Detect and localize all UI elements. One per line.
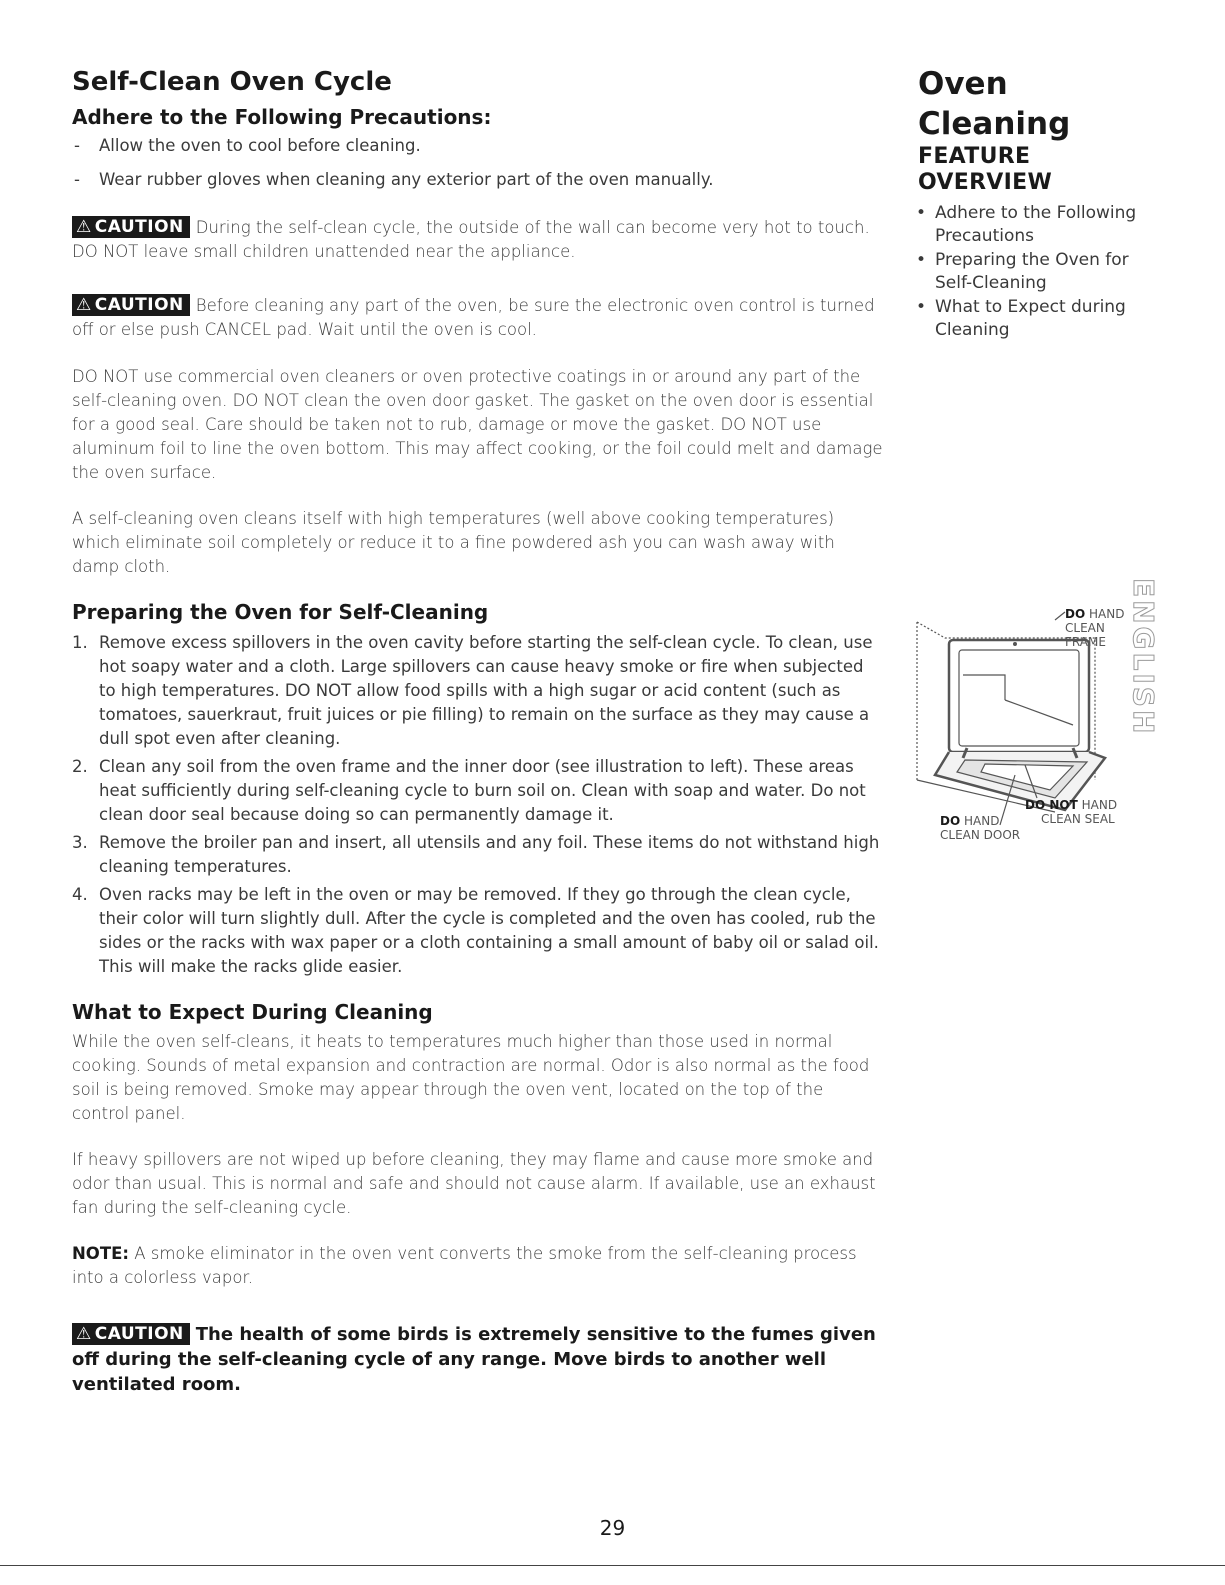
paragraph: If heavy spillovers are not wiped up before cleaning, they may flame and cause more smoke and odor than usual. This is normal and safe and should not cause alarm. If available, use an exhaust fan during the self-cleaning cycle.	[72, 1150, 876, 1217]
warning-triangle-icon: ⚠	[76, 295, 92, 315]
list-item: • Preparing the Oven for Self-Cleaning	[918, 249, 1163, 295]
note-label: NOTE:	[72, 1244, 129, 1263]
caution-block-3: ⚠ CAUTION The health of some birds is extremely sensitive to the fumes given off during the self-cleaning cycle of any range. Move birds to another well ventilated room.	[72, 1324, 876, 1395]
list-item: 4. Oven racks may be left in the oven or may be removed. If they go through the clean cycle, their color will turn slightly dull. After the cycle is completed and the oven has cooled, rub the sides or the racks with wax paper or a cloth containing a small amount of baby oil or salad oil. This will make the racks glide easier.	[72, 885, 879, 976]
caution-badge: ⚠ CAUTION	[72, 294, 190, 316]
language-tab: ENGLISH	[1127, 578, 1160, 737]
paragraph: DO NOT use commercial oven cleaners or oven protective coatings in or around any part of the self-cleaning oven. DO NOT clean the oven door gasket. The gasket on the oven door is essential for a good seal. Care should be taken not to rub, damage or move the gasket. DO NOT use aluminum foil to line the oven bottom. This may affect cooking, or the foil could melt and damage the oven surface.	[72, 367, 883, 482]
list-item: 3. Remove the broiler pan and insert, all utensils and any foil. These items do not withstand high cleaning temperatures.	[72, 833, 880, 876]
caution-badge: ⚠ CAUTION	[72, 216, 190, 238]
label-do-not-clean-seal: DO NOT HAND CLEAN SEAL	[1025, 798, 1118, 826]
list-item: 1. Remove excess spillovers in the oven cavity before starting the self-clean cycle. To clean, use hot soapy water and a cloth. Large spillovers can cause heavy smoke or fire when subjected to high temperatures. DO NOT allow food spills with a high sugar or acid content (such as tomatoes, sauerkraut, fruit juices or pie filling) to remain on the surface as they may cause a dull spot even after cleaning.	[72, 633, 873, 748]
list-item: - Wear rubber gloves when cleaning any exterior part of the oven manually.	[72, 168, 884, 192]
sidebar	[918, 64, 1163, 343]
caution-badge: ⚠ CAUTION	[72, 1323, 190, 1345]
precautions-list	[72, 134, 884, 192]
warning-triangle-icon: ⚠	[76, 217, 92, 237]
expect-heading: What to Expect During Cleaning	[72, 1000, 433, 1024]
feature-overview-list	[918, 202, 1163, 342]
list-item: • What to Expect during Cleaning	[918, 296, 1163, 342]
sidebar-subtitle: FEATURE OVERVIEW	[918, 144, 1053, 195]
list-item: - Allow the oven to cool before cleaning.	[72, 134, 884, 158]
preparing-list	[72, 631, 884, 979]
caution-block-1: ⚠ CAUTION During the self-clean cycle, the outside of the wall can become very hot to touch. DO NOT leave small children unattended near the appliance.	[72, 217, 870, 261]
label-hand-clean-door: DO HAND CLEAN DOOR	[940, 814, 1021, 842]
main-column	[72, 64, 884, 1397]
note: NOTE: A smoke eliminator in the oven vent converts the smoke from the self-cleaning process into a colorless vapor.	[72, 1244, 857, 1287]
warning-triangle-icon: ⚠	[76, 1324, 92, 1344]
footer-divider	[0, 1565, 1225, 1566]
sidebar-title: Oven Cleaning	[918, 66, 1071, 142]
label-hand-clean-frame: DO HAND CLEAN FRAME	[1065, 607, 1125, 649]
list-item: • Adhere to the Following Precautions	[918, 202, 1163, 248]
list-item: 2. Clean any soil from the oven frame and the inner door (see illustration to left). These areas heat sufficiently during self-cleaning cycle to burn soil on. Clean with soap and water. Do not clean door seal because doing so can permanently damage it.	[72, 757, 866, 824]
precautions-heading: Adhere to the Following Precautions:	[72, 105, 492, 129]
paragraph: A self-cleaning oven cleans itself with high temperatures (well above cooking temperatures) which eliminate soil completely or reduce it to a fine powdered ash you can wash away with damp cloth.	[72, 509, 835, 576]
paragraph: While the oven self-cleans, it heats to temperatures much higher than those used in normal cooking. Sounds of metal expansion and contraction are normal. Odor is also normal as the food soil is being removed. Smoke may appear through the oven vent, located on the top of the control panel.	[72, 1032, 870, 1123]
preparing-heading: Preparing the Oven for Self-Cleaning	[72, 600, 489, 624]
caution-block-2: ⚠ CAUTION Before cleaning any part of the oven, be sure the electronic oven control is turned off or else push CANCEL pad. Wait until the oven is cool.	[72, 295, 875, 339]
oven-illustration	[905, 600, 1125, 850]
page-number: 29	[599, 1516, 626, 1540]
section-title: Self-Clean Oven Cycle	[72, 67, 392, 97]
